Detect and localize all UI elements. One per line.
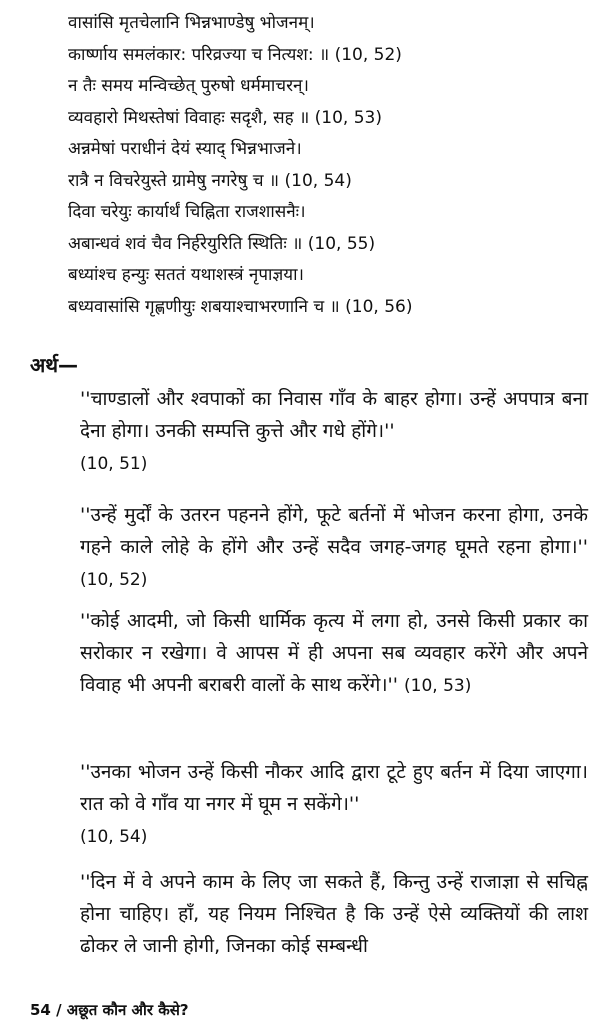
page-footer: 54 / अछूत कौन और कैसे? — [30, 1001, 189, 1019]
verse-line: कार्ष्णाय समलंकार: परिव्रज्या च नित्यश: ॥ (10, 52) — [68, 44, 402, 65]
verse-line: अबान्धवं शवं चैव निर्हरेयुरिति स्थितिः ॥ (10, 55) — [68, 233, 376, 254]
verse-line: वासांसि मृतचेलानि भिन्नभाण्डेषु भोजनम्। — [68, 13, 315, 33]
translation-text: ''उनका भोजन उन्हें किसी नौकर आदि द्वारा टूटे हुए बर्तन में दिया जाएगा। रात को वे गाँव या नगर में घूम न सकेंगे।'' — [80, 761, 588, 815]
verse-reference: (10, 53) — [404, 676, 472, 696]
verse-line: बध्यांश्च हन्युः सततं यथाशस्त्रं नृपाज्ञया। — [68, 265, 304, 285]
verse-reference: (10, 51) — [80, 454, 148, 474]
translation-text: ''कोई आदमी, जो किसी धार्मिक कृत्य में लगा हो, उनसे किसी प्रकार का सरोकार न रखेगा। वे आपस में ही अपना सब व्यवहार करेंगे और अपने विवाह भी अपनी बराबरी वालों के साथ करेंगे।'' — [80, 610, 588, 696]
translation-text: ''उन्हें मुर्दों के उतरन पहनने होंगे, फूटे बर्तनों में भोजन करना होगा, उनके गहने काले लोहे के होंगे और उन्हें सदैव जगह-जगह घूमते रहना होगा।'' — [80, 504, 588, 558]
translation-paragraph — [80, 866, 588, 962]
verse-line: अन्नमेषां पराधीनं देयं स्याद् भिन्नभाजने। — [68, 139, 302, 159]
verse-reference: (10, 52) — [80, 570, 148, 590]
verse-line: व्यवहारो मिथस्तेषां विवाहः सदृशै, सह ॥ (10, 53) — [68, 107, 382, 128]
translation-paragraph — [80, 756, 588, 853]
translation-paragraph — [80, 605, 588, 702]
translation-text: ''दिन में वे अपने काम के लिए जा सकते हैं, किन्तु उन्हें राजाज्ञा से सचिह्न होना चाहिए। हाँ, यह नियम निश्चित है कि उन्हें ऐसे व्यक्तियों की लाश ढोकर ले जानी होगी, जिनका कोई सम्बन्धी — [80, 871, 588, 957]
verse-line: रात्रै न विचरेयुस्ते ग्रामेषु नगरेषु च ॥ (10, 54) — [68, 170, 352, 191]
sanskrit-verses — [68, 8, 588, 323]
verse-line: दिवा चरेयुः कार्यार्थं चिह्निता राजशासनैः। — [68, 202, 306, 222]
translation-paragraph — [80, 383, 588, 480]
translation-paragraph — [80, 499, 588, 596]
verse-reference: (10, 54) — [80, 827, 148, 847]
verse-line: बध्यवासांसि गृह्णणीयुः शबयाश्चाभरणानि च ॥ (10, 56) — [68, 296, 413, 317]
meaning-heading: अर्थ— — [30, 353, 79, 377]
translation-text: ''चाण्डालों और श्वपाकों का निवास गाँव के बाहर होगा। उन्हें अपपात्र बना देना होगा। उनकी सम्पत्ति कुत्ते और गधे होंगे।'' — [80, 388, 588, 442]
verse-line: न तैः समय मन्विच्छेत् पुरुषो धर्ममाचरन्। — [68, 76, 309, 96]
